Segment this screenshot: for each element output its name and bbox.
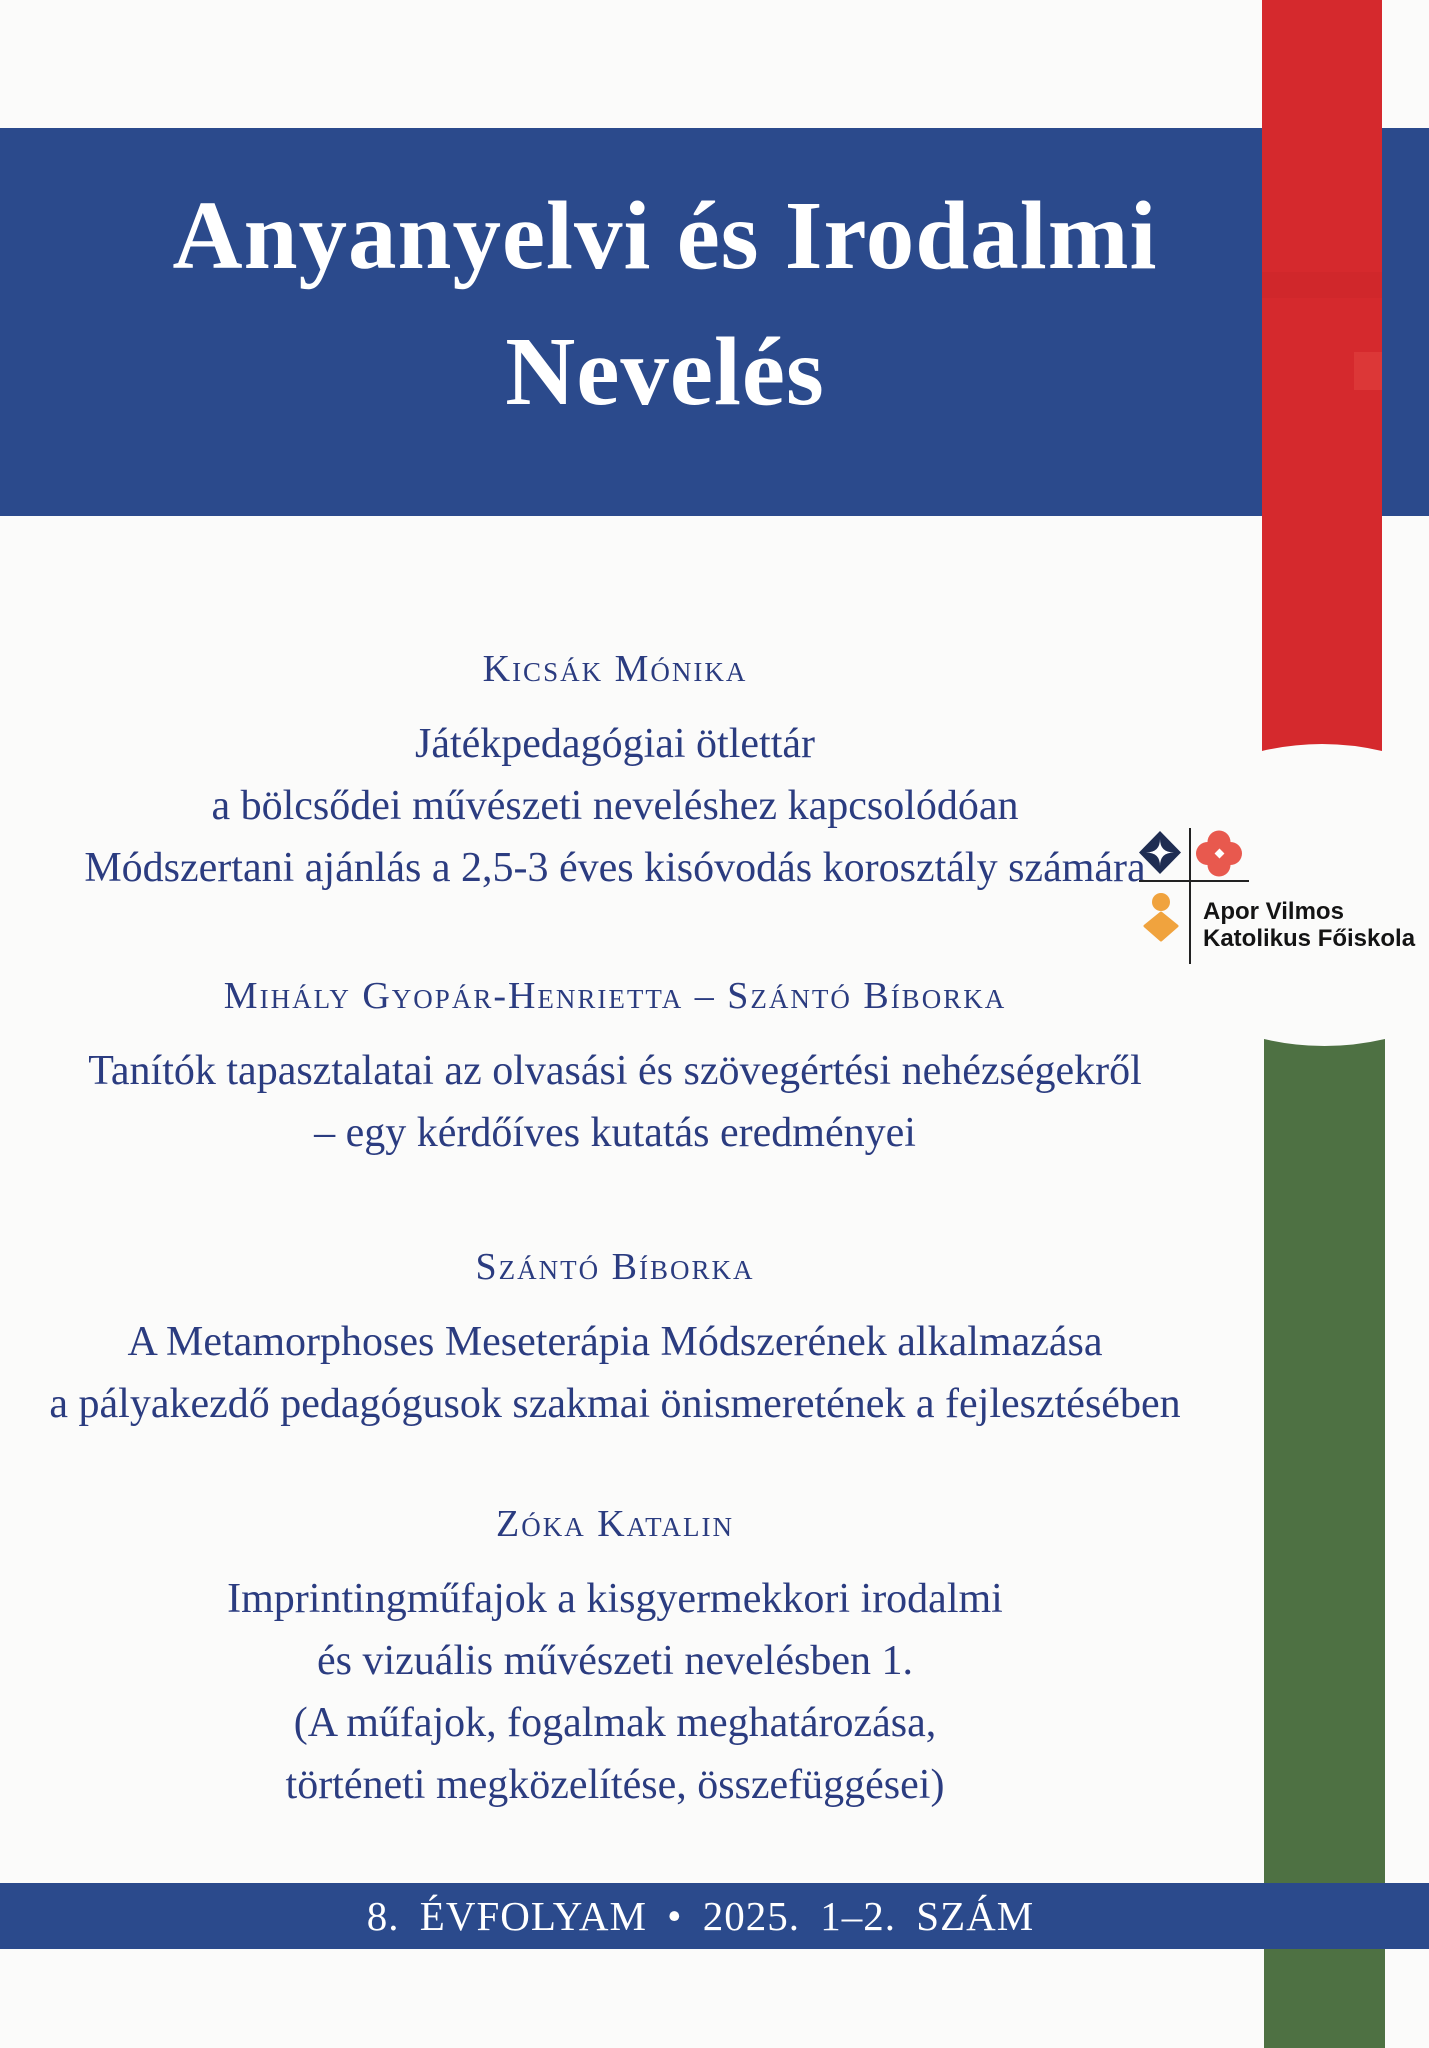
article-author: Zóka Katalin — [496, 1503, 734, 1545]
article-entry-2 — [0, 972, 1230, 1164]
article-title-line: Imprintingműfajok a kisgyermekkori irodalmi — [227, 1576, 1003, 1622]
article-author: Mihály Gyopár-Henrietta – Szántó Bíborka — [223, 975, 1007, 1017]
article-title-line: történeti megközelítése, összefüggései) — [285, 1762, 945, 1808]
article-author: Kicsák Mónika — [482, 648, 748, 690]
article-title-line: Módszertani ajánlás a 2,5-3 éves kisóvodás korosztály számára — [84, 845, 1146, 891]
journal-title — [0, 168, 1330, 440]
person-icon — [1145, 893, 1177, 940]
volume-issue-text: 8. ÉVFOLYAM • 2025. 1–2. SZÁM — [366, 1893, 1035, 1939]
article-entry-4 — [0, 1500, 1230, 1816]
volume-banner — [0, 1883, 1429, 1949]
avkf-logo — [1125, 816, 1425, 966]
logo-text-line1: Apor Vilmos — [1203, 898, 1344, 925]
article-entry-3 — [0, 1243, 1230, 1435]
article-entry-1 — [0, 645, 1230, 899]
logo-text-line2: Katolikus Főiskola — [1203, 925, 1416, 952]
article-title-line: (A műfajok, fogalmak meghatározása, — [293, 1700, 937, 1746]
article-title-line: a bölcsődei művészeti neveléshez kapcsolódóan — [211, 783, 1019, 829]
journal-title-line1: Anyanyelvi és Irodalmi — [172, 182, 1158, 289]
article-title-line: a pályakezdő pedagógusok szakmai önismeretének a fejlesztésében — [49, 1381, 1181, 1427]
flower-icon — [1196, 831, 1242, 877]
red-ribbon — [1262, 0, 1382, 758]
article-author: Szántó Bíborka — [475, 1246, 755, 1288]
article-title-line: és vizuális művészeti nevelésben 1. — [317, 1638, 913, 1684]
article-title-line: Játékpedagógiai ötlettár — [414, 721, 815, 767]
article-title-line: Tanítók tapasztalatai az olvasási és szövegértési nehézségekről — [88, 1048, 1142, 1094]
journal-title-line2: Nevelés — [505, 318, 825, 425]
diamond-star-icon — [1139, 831, 1181, 874]
article-title-line: A Metamorphoses Meseterápia Módszerének alkalmazása — [127, 1319, 1103, 1365]
article-title-line: – egy kérdőíves kutatás eredményei — [314, 1110, 916, 1156]
